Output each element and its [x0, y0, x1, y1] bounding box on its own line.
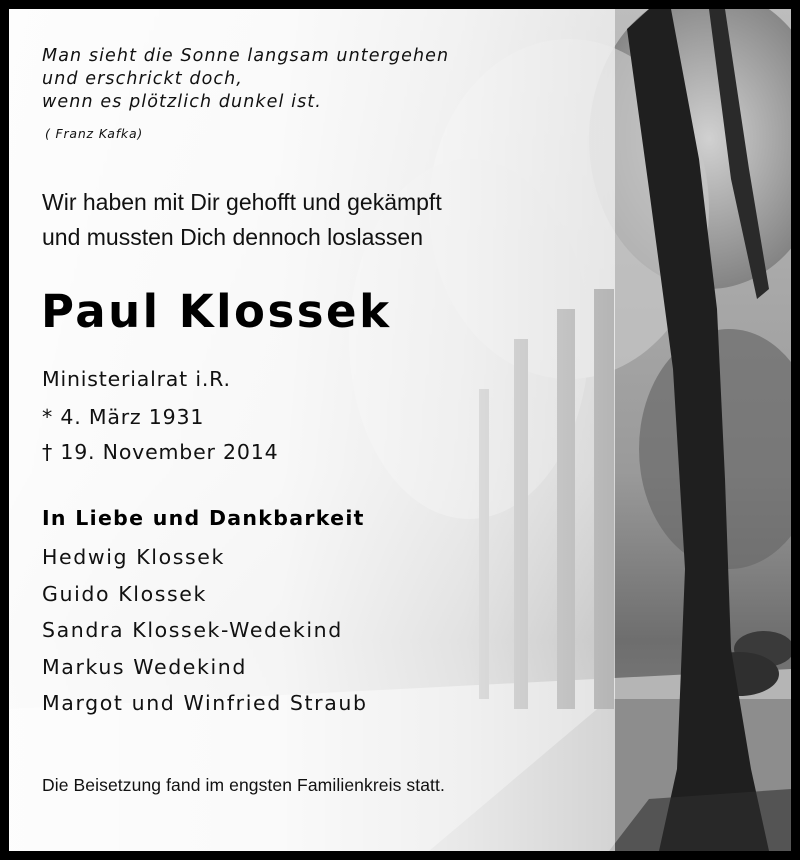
quote-line: und erschrickt doch,	[42, 69, 243, 89]
deceased-name: Paul Klossek	[41, 285, 392, 338]
quote-line: wenn es plötzlich dunkel ist.	[42, 92, 322, 112]
quote-author: ( Franz Kafka)	[45, 126, 144, 141]
mourners-heading: In Liebe und Dankbarkeit	[42, 506, 365, 530]
intro-line: Wir haben mit Dir gehofft und gekämpft	[42, 189, 442, 215]
mourners-list	[42, 539, 368, 722]
mourner-name: Markus Wedekind	[42, 654, 247, 679]
deceased-title: Ministerialrat i.R.	[42, 367, 231, 391]
intro-line: und mussten Dich dennoch loslassen	[42, 224, 424, 250]
mourner-name: Guido Klossek	[42, 581, 207, 606]
mourner-name: Sandra Klossek-Wedekind	[42, 618, 343, 643]
quote-line: Man sieht die Sonne langsam untergehen	[42, 46, 450, 66]
mourner-name: Margot und Winfried Straub	[42, 691, 368, 716]
death-date: † 19. November 2014	[42, 440, 279, 464]
life-dates	[42, 400, 278, 470]
kafka-quote	[42, 45, 449, 114]
birth-date: * 4. März 1931	[42, 405, 205, 429]
mourner-name: Hedwig Klossek	[42, 545, 225, 569]
funeral-note: Die Beisetzung fand im engsten Familienkreis statt.	[42, 775, 445, 795]
intro-text	[42, 185, 442, 255]
